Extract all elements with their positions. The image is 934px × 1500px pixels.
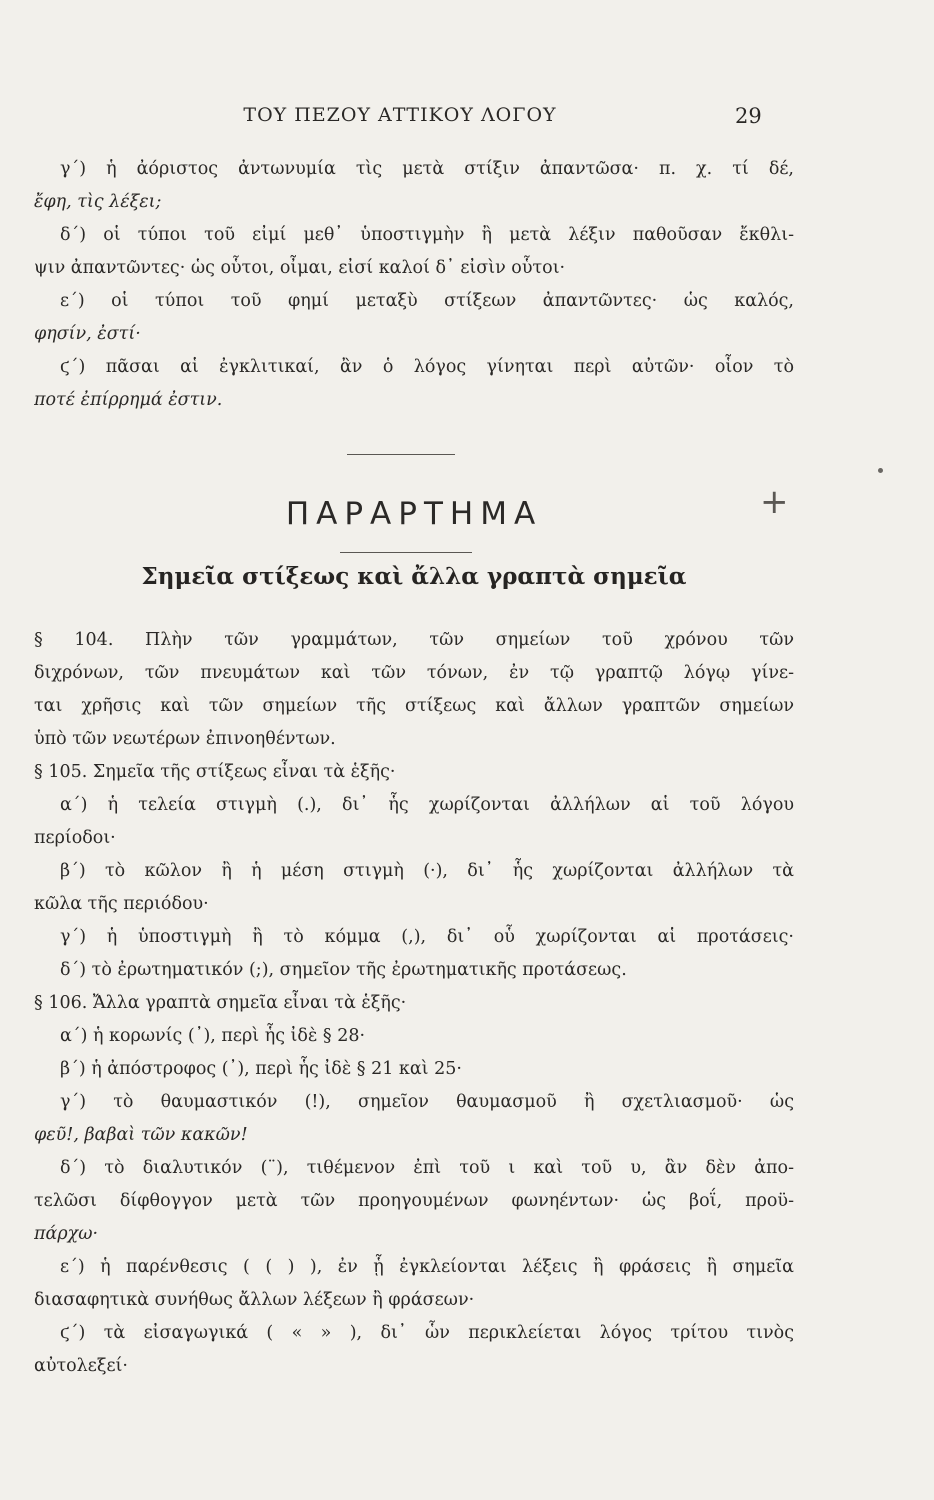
text-line: β΄) τὸ κῶλον ἢ ἡ μέση στιγμὴ (·), δι᾽ ἧς χωρίζονται ἀλλήλων τὰ [60, 861, 794, 881]
text-line: ε΄) οἱ τύποι τοῦ φημί μεταξὺ στίξεων ἀπαντῶντες· ὡς καλός, [60, 291, 794, 311]
text-line: § 105. Σημεῖα τῆς στίξεως εἶναι τὰ ἑξῆς· [34, 762, 396, 782]
text-line: ποτέ ἐπίρρημά ἐστιν. [34, 390, 223, 410]
text-line: ται χρῆσις καὶ τῶν σημείων τῆς στίξεως καὶ ἄλλων γραπτῶν σημείων [34, 696, 794, 716]
text-line: κῶλα τῆς περιόδου· [34, 894, 209, 914]
text-line: δ΄) τὸ διαλυτικόν (¨), τιθέμενον ἐπὶ τοῦ ι καὶ τοῦ υ, ἂν δὲν ἀπο- [60, 1158, 794, 1178]
text-line: φεῦ!, βαβαὶ τῶν κακῶν! [34, 1125, 248, 1145]
text-line: γ΄) τὸ θαυμαστικόν (!), σημεῖον θαυμασμοῦ ἢ σχετλιασμοῦ· ὡς [60, 1092, 794, 1112]
text-line: § 104. Πλὴν τῶν γραμμάτων, τῶν σημείων τοῦ χρόνου τῶν [34, 630, 794, 650]
title-rule [340, 552, 472, 553]
appendix-subtitle: Σημεῖα στίξεως καὶ ἄλλα γραπτὰ σημεῖα [141, 563, 687, 590]
text-line: § 106. Ἄλλα γραπτὰ σημεῖα εἶναι τὰ ἑξῆς· [34, 993, 407, 1013]
text-line: δ΄) οἱ τύποι τοῦ εἰμί μεθ᾽ ὑποστιγμὴν ἢ μετὰ λέξιν παθοῦσαν ἔκθλι- [60, 225, 794, 245]
text-line: πάρχω· [34, 1224, 99, 1244]
text-line: αὐτολεξεί· [34, 1356, 128, 1376]
text-line: ε΄) ἡ παρένθεσις ( ( ) ), ἐν ᾗ ἐγκλείονται λέξεις ἢ φράσεις ἢ σημεῖα [60, 1257, 794, 1277]
margin-spot [878, 468, 883, 473]
text-line: δ΄) τὸ ἐρωτηματικόν (;), σημεῖον τῆς ἐρωτηματικῆς προτάσεως. [60, 960, 627, 980]
text-line: ἔφη, τὶς λέξει; [34, 192, 162, 212]
text-line: περίοδοι· [34, 828, 116, 848]
running-title: ΤΟΥ ΠΕΖΟΥ ΑΤΤΙΚΟΥ ΛΟΓΟΥ [243, 104, 557, 126]
text-line: φησίν, ἐστί· [34, 324, 141, 344]
section-divider [347, 454, 455, 455]
page-number: 29 [735, 104, 762, 128]
text-line: α΄) ἡ τελεία στιγμὴ (.), δι᾽ ἧς χωρίζονται ἀλλήλων αἱ τοῦ λόγου [60, 795, 794, 815]
text-line: γ΄) ἡ ἀόριστος ἀντωνυμία τὶς μετὰ στίξιν ἀπαντῶσα· π. χ. τί δέ, [60, 159, 794, 179]
margin-plus-mark: + [760, 482, 789, 522]
text-line: α΄) ἡ κορωνίς (᾽), περὶ ἧς ἰδὲ § 28· [60, 1026, 366, 1046]
text-line: β΄) ἡ ἀπόστροφος (᾽), περὶ ἧς ἰδὲ § 21 καὶ 25· [60, 1059, 462, 1079]
text-line: τελῶσι δίφθογγον μετὰ τῶν προηγουμένων φωνηέντων· ὡς βοΐ, προϋ- [34, 1191, 794, 1211]
text-line: ψιν ἀπαντῶντες· ὡς οὗτοι, οἶμαι, εἰσί καλοί δ᾽ εἰσὶν οὗτοι· [34, 258, 566, 278]
text-line: διασαφητικὰ συνήθως ἄλλων λέξεων ἢ φράσεων· [34, 1290, 475, 1310]
text-line: ϛ΄) πᾶσαι αἱ ἐγκλιτικαί, ἂν ὁ λόγος γίνηται περὶ αὐτῶν· οἷον τὸ [60, 357, 794, 377]
appendix-paragraphs [34, 624, 794, 1383]
text-line: γ΄) ἡ ὑποστιγμὴ ἢ τὸ κόμμα (,), δι᾽ οὗ χωρίζονται αἱ προτάσεις· [60, 927, 794, 947]
top-paragraphs [34, 153, 794, 417]
page-header [0, 104, 934, 134]
text-line: ϛ΄) τὰ εἰσαγωγικά ( « » ), δι᾽ ὧν περικλείεται λόγος τρίτου τινὸς [60, 1323, 794, 1343]
appendix-title: ΠΑΡΑΡΤΗΜΑ [285, 496, 543, 532]
text-line: διχρόνων, τῶν πνευμάτων καὶ τῶν τόνων, ἐν τῷ γραπτῷ λόγῳ γίνε- [34, 663, 794, 683]
text-line: ὑπὸ τῶν νεωτέρων ἐπινοηθέντων. [34, 729, 336, 749]
